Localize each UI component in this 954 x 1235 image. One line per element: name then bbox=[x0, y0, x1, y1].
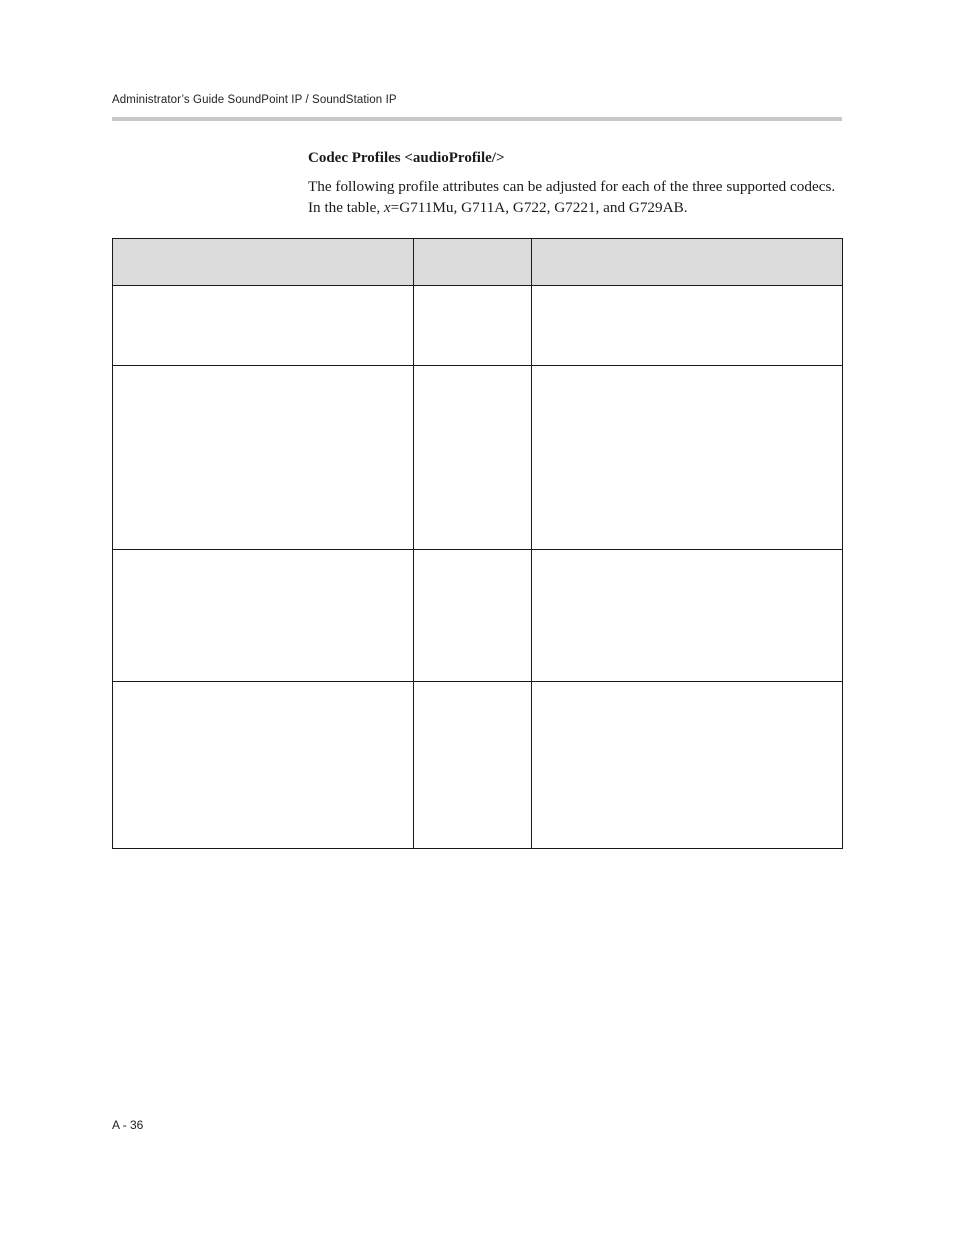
table-cell bbox=[113, 682, 414, 849]
table-cell bbox=[414, 550, 532, 682]
intro-text-end: =G711Mu, G711A, G722, G7221, and G729AB. bbox=[390, 198, 688, 216]
table-row bbox=[113, 682, 843, 849]
table-header-row bbox=[113, 239, 843, 286]
table-row bbox=[113, 286, 843, 366]
table-cell bbox=[414, 366, 532, 550]
header-cell-interpretation bbox=[532, 239, 843, 286]
header-rule bbox=[112, 117, 842, 121]
audio-profile-table bbox=[112, 238, 843, 849]
intro-variable: x bbox=[383, 198, 391, 216]
running-header: Administrator’s Guide SoundPoint IP / SoundStation IP bbox=[112, 94, 397, 106]
table-cell bbox=[532, 550, 843, 682]
table-cell bbox=[532, 286, 843, 366]
table-cell bbox=[113, 286, 414, 366]
header-cell-values bbox=[414, 239, 532, 286]
header-cell-attribute bbox=[113, 239, 414, 286]
table-cell bbox=[414, 286, 532, 366]
table-cell bbox=[113, 366, 414, 550]
table-cell bbox=[113, 550, 414, 682]
table-cell bbox=[414, 682, 532, 849]
table-cell bbox=[532, 366, 843, 550]
intro-text-start: The following profile attributes can be adjusted for each of the three supported codecs. In the table, bbox=[308, 178, 836, 216]
table-cell bbox=[532, 682, 843, 849]
table-row bbox=[113, 366, 843, 550]
intro-paragraph bbox=[308, 177, 848, 218]
table-row bbox=[113, 550, 843, 682]
section-heading: Codec Profiles <audioProfile/> bbox=[308, 150, 505, 166]
page-number: A - 36 bbox=[112, 1118, 144, 1132]
